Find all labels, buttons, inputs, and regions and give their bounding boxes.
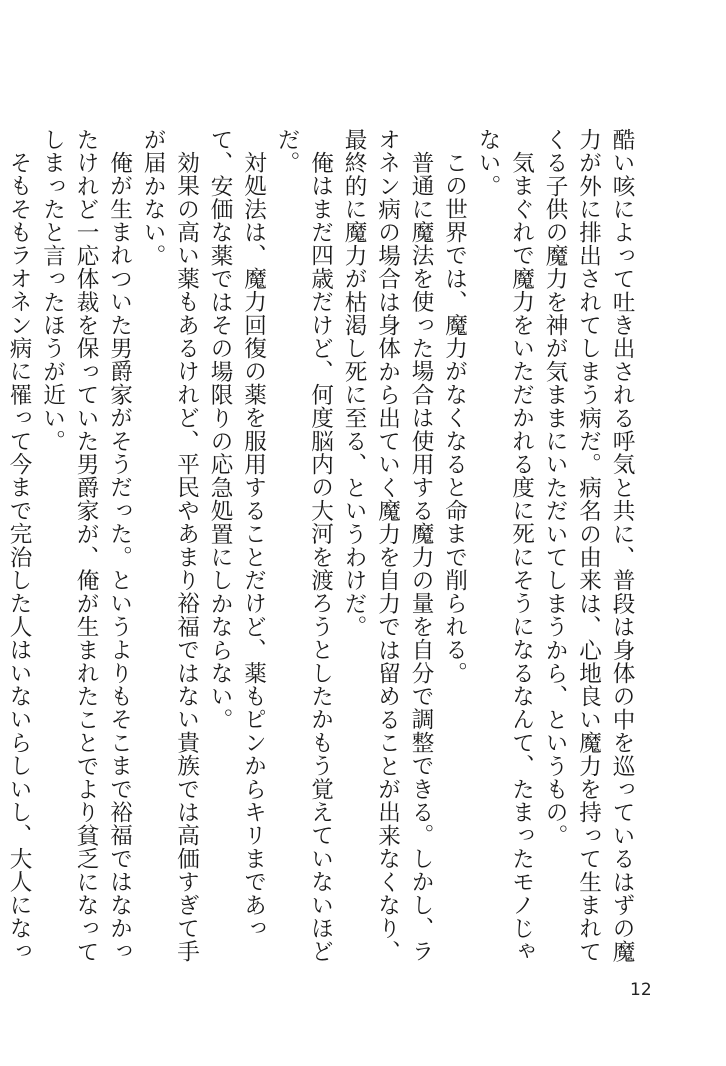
- paragraph-2: 気まぐれで魔力をいただかれる度に死にそうになるなんて、たまったモノじゃない。: [475, 128, 535, 963]
- paragraph-7: 効果の高い薬もあるけれど、平民やあまり裕福ではない貴族では高価すぎて手が届かない。: [140, 128, 200, 963]
- paragraph-9: そもそもラオネン病に罹って今まで完治した人はいないらしいし、大人になっ: [6, 150, 32, 963]
- paragraph-8: 俺が生まれついた男爵家がそうだった。というよりもそこまで裕福ではなかったけれど一応体裁を保っていた男爵家が、俺が生まれたことでより貧乏になってしまったと言ったほうが近い。: [39, 128, 133, 964]
- paragraph-1: 酷い咳によって吐き出される呼気と共に、普段は身体の中を巡っているはずの魔力が外に排出されてしまう病だ。病名の由来は、心地良い魔力を持って生まれてくる子供の魔力を神が気ままにいただいてしまうから、というもの。: [542, 128, 635, 964]
- paragraph-5: 俺はまだ四歳だけど、何度脳内の大河を渡ろうとしたかもう覚えていないほどだ。: [274, 128, 334, 963]
- vertical-text-body: [6, 128, 638, 968]
- paragraph-4: 普通に魔法を使った場合は使用する魔力の量を自分で調整できる。しかし、ラオネン病の場合は身体から出ていく魔力を自力では留めることが出来なくなり、最終的に魔力が枯渇し死に至る、というわけだ。: [341, 128, 434, 964]
- paragraph-6: 対処法は、魔力回復の薬を服用することだけど、薬もピンからキリまであって、安価な薬ではその場限りの応急処置にしかならない。: [207, 128, 267, 940]
- paragraph-3: この世界では、魔力がなくなると命まで削られる。: [441, 150, 468, 685]
- page-number: 12: [630, 980, 652, 1000]
